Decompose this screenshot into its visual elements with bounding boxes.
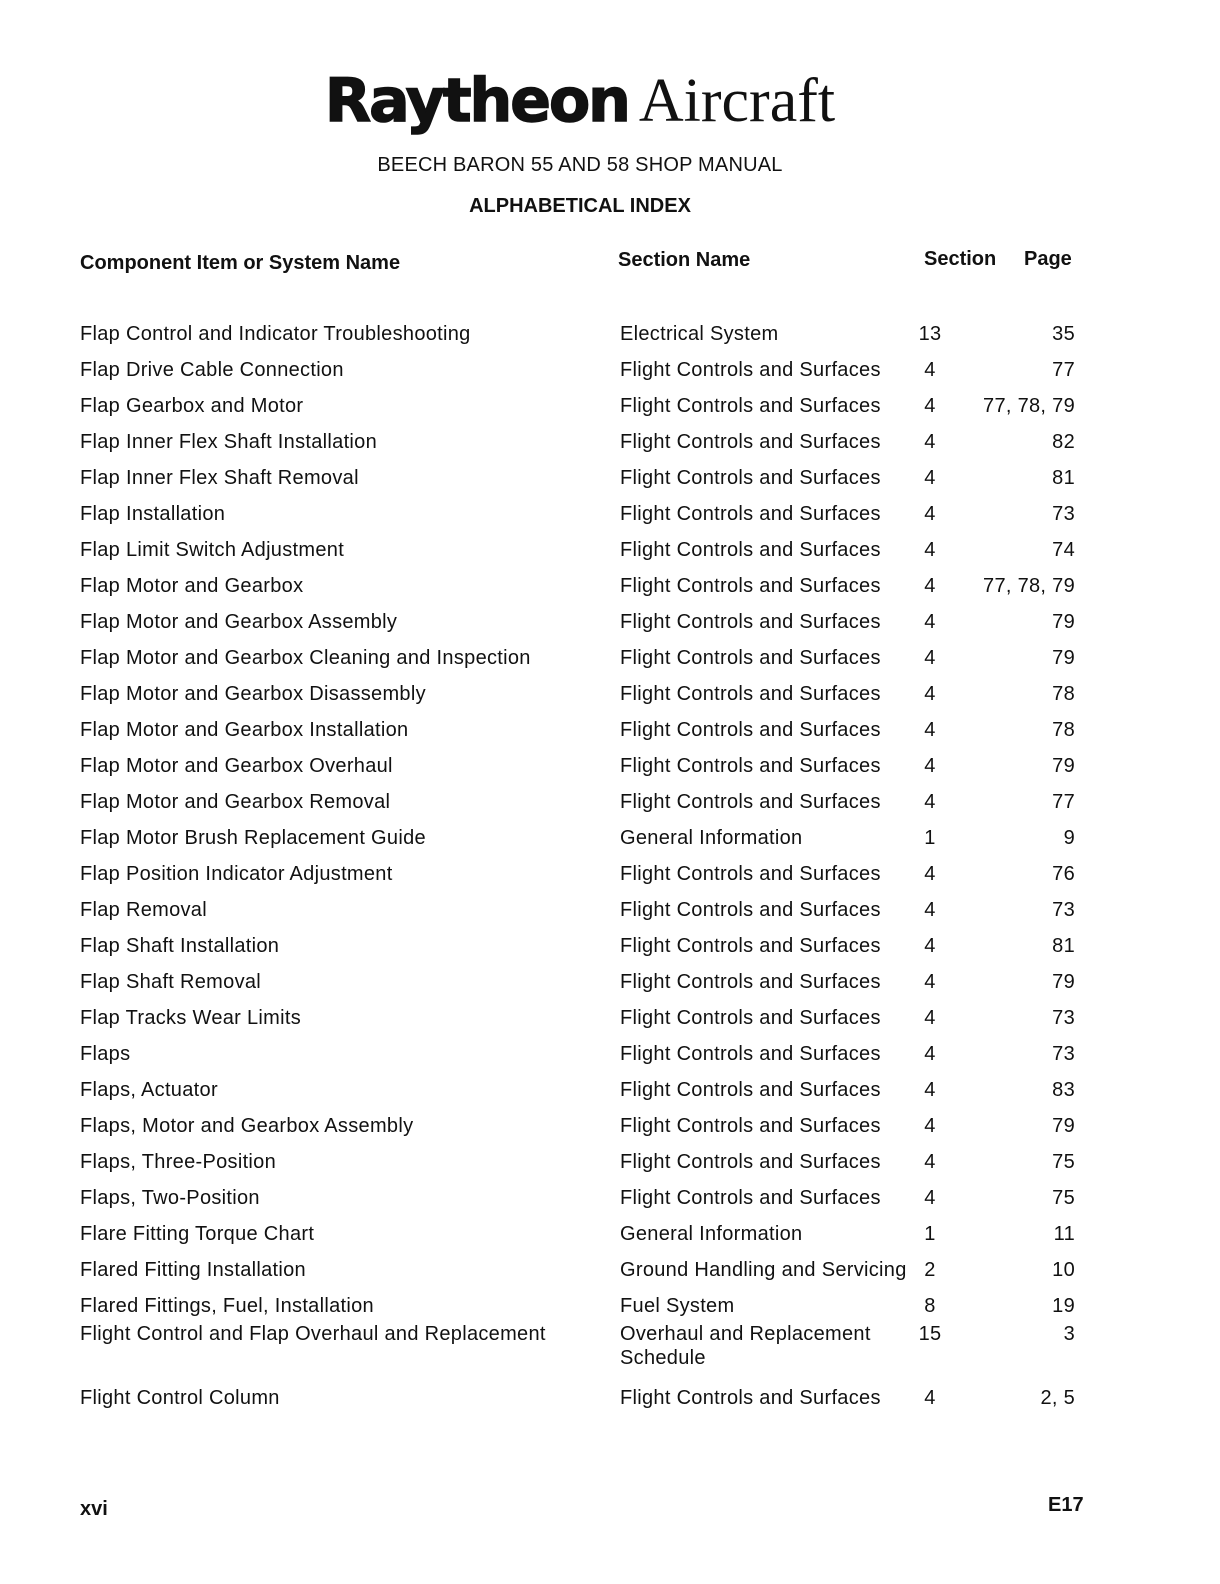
entry-page: 83	[1052, 1079, 1075, 1101]
entry-section-number: 4	[924, 431, 936, 453]
entry-page: 9	[1063, 827, 1075, 849]
entry-section-number: 4	[924, 611, 936, 633]
column-header-section: Section	[924, 248, 997, 270]
entry-section-name-text: Flight Controls and Surfaces	[620, 1387, 881, 1409]
entry-page: 77, 78, 79	[983, 575, 1075, 597]
entry-section-name-text: Flight Controls and Surfaces	[620, 611, 881, 633]
entry-section-name-text: Flight Controls and Surfaces	[620, 503, 881, 525]
entry-section-name-text: Flight Controls and Surfaces	[620, 791, 881, 813]
column-header-section-name: Section Name	[618, 249, 751, 271]
entry-section-name-text: General Information	[620, 1223, 803, 1245]
entry-section-name-text: Flight Controls and Surfaces	[620, 1187, 881, 1209]
entry-section-name-text: Electrical System	[620, 323, 779, 345]
entry-section-name	[620, 718, 910, 742]
entry-name: Flap Shaft Installation	[80, 935, 280, 957]
entry-page: 78	[1052, 683, 1075, 705]
entry-section-name-text: Flight Controls and Surfaces	[620, 539, 881, 561]
entry-section-name-text: Flight Controls and Surfaces	[620, 1115, 881, 1137]
entry-name: Flap Gearbox and Motor	[80, 395, 304, 417]
entry-name: Flaps	[80, 1043, 131, 1065]
entry-page: 79	[1052, 1115, 1075, 1137]
entry-page: 73	[1052, 1007, 1075, 1029]
entry-section-name	[620, 466, 910, 490]
entry-section-name	[620, 610, 910, 634]
entry-section-name-text: Flight Controls and Surfaces	[620, 647, 881, 669]
entry-section-number: 4	[924, 1187, 936, 1209]
entry-name: Flap Motor and Gearbox Cleaning and Inspection	[80, 647, 531, 669]
entry-section-number: 4	[924, 1007, 936, 1029]
entry-page: 10	[1052, 1259, 1075, 1281]
entry-section-number: 4	[924, 359, 936, 381]
entry-section-name-text: Flight Controls and Surfaces	[620, 935, 881, 957]
entry-section-name-text: Flight Controls and Surfaces	[620, 971, 881, 993]
entry-name: Flap Motor Brush Replacement Guide	[80, 827, 426, 849]
entry-section-name	[620, 970, 910, 994]
entry-name: Flap Position Indicator Adjustment	[80, 863, 393, 885]
entry-section-number: 4	[924, 971, 936, 993]
entry-section-number: 4	[924, 503, 936, 525]
entry-name: Flaps, Actuator	[80, 1079, 218, 1101]
entry-page: 75	[1052, 1187, 1075, 1209]
entry-section-name-text: General Information	[620, 827, 803, 849]
entry-section-name-text: Flight Controls and Surfaces	[620, 467, 881, 489]
entry-section-number: 4	[924, 467, 936, 489]
entry-section-name	[620, 754, 910, 778]
entry-section-number: 4	[924, 1079, 936, 1101]
entry-section-name	[620, 394, 910, 418]
entry-page: 3	[1063, 1323, 1075, 1345]
entry-page: 73	[1052, 899, 1075, 921]
entry-section-name-text: Fuel System	[620, 1295, 735, 1317]
entry-section-name	[620, 934, 910, 958]
entry-section-number: 4	[924, 899, 936, 921]
entry-section-name	[620, 1258, 910, 1282]
entry-page: 77	[1052, 359, 1075, 381]
entry-section-name	[620, 1114, 910, 1138]
entry-page: 77	[1052, 791, 1075, 813]
entry-section-name-text: Flight Controls and Surfaces	[620, 1007, 881, 1029]
entry-name: Flight Control and Flap Overhaul and Replacement	[80, 1323, 546, 1345]
entry-page: 81	[1052, 467, 1075, 489]
entry-name: Flap Inner Flex Shaft Removal	[80, 467, 359, 489]
manual-title: BEECH BARON 55 AND 58 SHOP MANUAL	[377, 154, 783, 176]
entry-page: 11	[1053, 1223, 1075, 1245]
entry-page: 35	[1052, 323, 1075, 345]
entry-section-name-text: Flight Controls and Surfaces	[620, 395, 881, 417]
entry-section-name	[620, 790, 910, 814]
entry-section-name-text: Flight Controls and Surfaces	[620, 359, 881, 381]
entry-section-number: 4	[924, 683, 936, 705]
column-header-page: Page	[1024, 248, 1072, 270]
brand-subtitle: Aircraft	[638, 67, 836, 135]
entry-name: Flared Fitting Installation	[80, 1259, 306, 1281]
entry-section-name	[620, 1078, 910, 1102]
entry-section-name	[620, 1386, 910, 1410]
entry-page: 73	[1052, 503, 1075, 525]
entry-section-number: 2	[924, 1259, 936, 1281]
entry-section-name	[620, 1186, 910, 1210]
entry-section-name	[620, 862, 910, 886]
entry-section-number: 4	[924, 1151, 936, 1173]
entry-page: 79	[1052, 755, 1075, 777]
entry-section-number: 15	[918, 1323, 942, 1345]
entry-section-number: 4	[924, 647, 936, 669]
entry-section-name	[620, 1222, 910, 1246]
entry-section-name-text: Flight Controls and Surfaces	[620, 431, 881, 453]
entry-page: 81	[1052, 935, 1075, 957]
entry-section-name	[620, 1006, 910, 1030]
entry-section-number: 4	[924, 1115, 936, 1137]
entry-section-name-text: Overhaul and Replacement	[620, 1323, 871, 1345]
entry-section-number: 4	[924, 539, 936, 561]
entry-section-number: 1	[924, 1223, 936, 1245]
entry-name: Flight Control Column	[80, 1387, 280, 1409]
entry-section-name	[620, 538, 910, 562]
entry-section-number: 4	[924, 755, 936, 777]
entry-page: 79	[1052, 611, 1075, 633]
entry-section-name-text: Flight Controls and Surfaces	[620, 863, 881, 885]
entry-name: Flaps, Motor and Gearbox Assembly	[80, 1115, 414, 1137]
entry-section-name	[620, 898, 910, 922]
entry-name: Flared Fittings, Fuel, Installation	[80, 1295, 374, 1317]
entry-name: Flap Motor and Gearbox Removal	[80, 791, 391, 813]
entry-section-number: 8	[924, 1295, 936, 1317]
entry-section-name	[620, 826, 910, 850]
entry-section-name	[620, 358, 910, 382]
entry-section-number: 4	[924, 719, 936, 741]
entry-section-name	[620, 322, 910, 346]
entry-section-name-text: Ground Handling and Servicing	[620, 1259, 907, 1281]
entry-name: Flap Drive Cable Connection	[80, 359, 344, 381]
entry-name: Flare Fitting Torque Chart	[80, 1223, 315, 1245]
entry-section-name-text-line2: Schedule	[620, 1347, 706, 1369]
entry-page: 2, 5	[1040, 1387, 1075, 1409]
entry-name: Flap Motor and Gearbox	[80, 575, 304, 597]
entry-name: Flap Installation	[80, 503, 226, 525]
entry-name: Flaps, Two-Position	[80, 1187, 260, 1209]
entry-name: Flap Motor and Gearbox Disassembly	[80, 683, 426, 705]
column-header-component: Component Item or System Name	[80, 252, 401, 274]
entry-page: 19	[1052, 1295, 1075, 1317]
entry-name: Flap Motor and Gearbox Overhaul	[80, 755, 393, 777]
entry-section-name	[620, 1042, 910, 1066]
entry-section-name-text: Flight Controls and Surfaces	[620, 1079, 881, 1101]
entry-section-name	[620, 574, 910, 598]
entry-section-number: 4	[924, 1387, 936, 1409]
raytheon-logo	[0, 66, 1160, 136]
entry-page: 75	[1052, 1151, 1075, 1173]
entry-page: 78	[1052, 719, 1075, 741]
entry-name: Flap Limit Switch Adjustment	[80, 539, 345, 561]
entry-section-name-text: Flight Controls and Surfaces	[620, 899, 881, 921]
index-title: ALPHABETICAL INDEX	[469, 195, 691, 217]
entry-name: Flap Inner Flex Shaft Installation	[80, 431, 378, 453]
footer-code: E17	[1048, 1494, 1084, 1516]
entry-section-name	[620, 430, 910, 454]
entry-section-number: 4	[924, 863, 936, 885]
entry-section-number: 13	[918, 323, 942, 345]
brand-name: Raytheon	[324, 66, 629, 136]
entry-section-name	[620, 646, 910, 670]
entry-section-name	[620, 1150, 910, 1174]
entry-section-name	[620, 682, 910, 706]
entry-page: 74	[1052, 539, 1075, 561]
entry-section-number: 1	[924, 827, 936, 849]
entry-name: Flap Removal	[80, 899, 207, 921]
entry-section-name-text: Flight Controls and Surfaces	[620, 683, 881, 705]
entry-name: Flaps, Three-Position	[80, 1151, 277, 1173]
entry-page: 73	[1052, 1043, 1075, 1065]
entry-section-name	[620, 502, 910, 526]
entry-page: 79	[1052, 971, 1075, 993]
entry-name: Flap Motor and Gearbox Installation	[80, 719, 409, 741]
entry-section-name-text: Flight Controls and Surfaces	[620, 1151, 881, 1173]
entry-name: Flap Motor and Gearbox Assembly	[80, 611, 398, 633]
entry-section-name	[620, 1322, 910, 1370]
entry-section-name-text: Flight Controls and Surfaces	[620, 1043, 881, 1065]
entry-section-name-text: Flight Controls and Surfaces	[620, 719, 881, 741]
document-header	[0, 66, 1160, 218]
entry-section-name-text: Flight Controls and Surfaces	[620, 575, 881, 597]
footer-page-number: xvi	[80, 1498, 108, 1520]
entry-section-number: 4	[924, 1043, 936, 1065]
entry-page: 76	[1052, 863, 1075, 885]
entry-name: Flap Tracks Wear Limits	[80, 1007, 302, 1029]
entry-page: 79	[1052, 647, 1075, 669]
entry-name: Flap Shaft Removal	[80, 971, 262, 993]
entry-section-number: 4	[924, 791, 936, 813]
entry-section-number: 4	[924, 935, 936, 957]
entry-section-name-text: Flight Controls and Surfaces	[620, 755, 881, 777]
entry-page: 82	[1052, 431, 1075, 453]
entry-name: Flap Control and Indicator Troubleshooting	[80, 323, 471, 345]
entry-section-name	[620, 1294, 910, 1318]
entry-section-number: 4	[924, 395, 936, 417]
entry-page: 77, 78, 79	[983, 395, 1075, 417]
entry-section-number: 4	[924, 575, 936, 597]
